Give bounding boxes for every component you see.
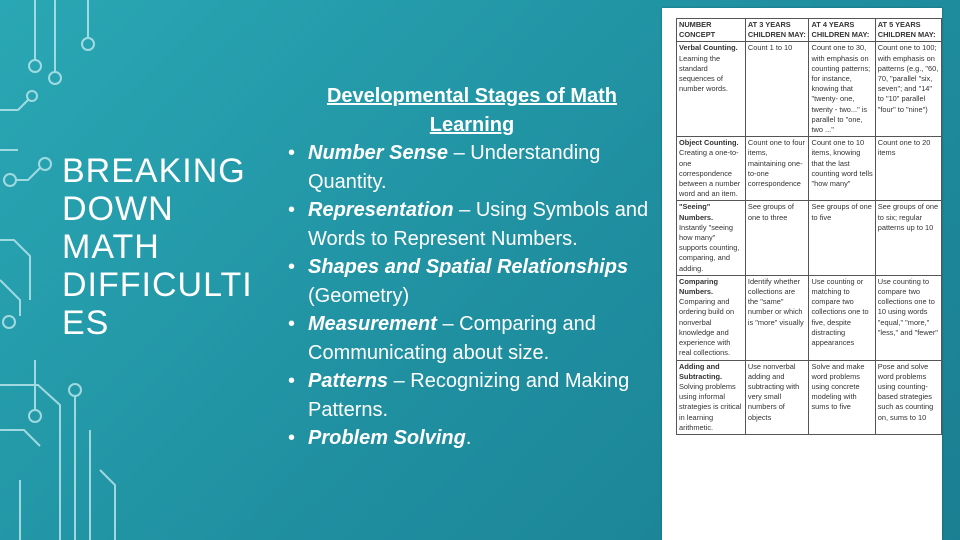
column-header: AT 3 YEARS CHILDREN MAY: [745,19,809,42]
concept-desc: Creating a one-to-one correspondence between a number word and an item. [679,148,741,199]
title-line: DOWN [62,190,174,228]
table-header-row [677,19,942,42]
bullet-key: Problem Solving [308,427,466,449]
table-row [677,42,942,137]
title-line: MATH [62,228,160,266]
age3-cell: Count one to four items, maintaining one-to-one correspondence [745,137,809,201]
bullet-item [282,253,662,310]
age5-cell: Use counting to compare two collections one to 10 using words "equal," "more," "less," and "fewer" [875,275,941,360]
number-concept-table-image [662,8,942,540]
bullet-item [282,367,662,424]
age5-cell: Pose and solve word problems using counting-based strategies such as counting on, sums to 10 [875,360,941,434]
concept-desc: Comparing and ordering build on nonverbal knowledge and experience with real collections. [679,297,735,358]
bullet-text: – Comparing and Communicating about size. [308,313,596,364]
age4-cell: See groups of one to five [809,201,875,275]
table-row [677,275,942,360]
age5-cell: See groups of one to six; regular patterns up to 10 [875,201,941,275]
table-row [677,360,942,434]
concept-name: Object Counting. [679,138,739,148]
column-header: AT 4 YEARS CHILDREN MAY: [809,19,875,42]
concept-desc: Learning the standard sequences of number words. [679,53,728,94]
bullet-item [282,310,662,367]
number-concept-table [676,18,942,435]
concept-cell [677,360,746,434]
table-row [677,201,942,275]
concept-cell [677,201,746,275]
age3-cell: Use nonverbal adding and subtracting with very small numbers of objects [745,360,809,434]
concept-name: Adding and Subtracting. [679,361,723,381]
title-line: ES [62,304,110,342]
bullet-item [282,196,662,253]
bullet-text: – Recognizing and Making Patterns. [308,370,630,421]
age5-cell: Count one to 100; with emphasis on patterns (e.g., "60, 70, "parallel "six, seven"; and "14" to "10" parallel "four" to "nine") [875,42,941,137]
table-row [677,137,942,201]
age3-cell: Identify whether collections are the "same" number or which is "more" visually [745,275,809,360]
age3-cell: See groups of one to three [745,201,809,275]
concept-name: Verbal Counting. [679,43,738,53]
bullet-text: (Geometry) [308,284,410,307]
concept-cell [677,275,746,360]
bullet-key: Representation [308,199,454,221]
concept-desc: Instantly "seeing how many" supports counting, comparing, and adding. [679,222,740,273]
concept-cell [677,137,746,201]
bullet-key: Patterns [308,370,389,392]
age4-cell: Count one to 30, with emphasis on counting patterns; for instance, knowing that "twenty- one, twenty - two..." is parallel to "one, two ..." [809,42,875,137]
column-header: NUMBER CONCEPT [677,19,746,42]
concept-name: Comparing Numbers. [679,276,719,297]
age4-cell: Count one to 10 items, knowing that the last counting word tells "how many" [809,137,875,201]
bullet-text: – Using Symbols and Words to Represent Numbers. [308,199,649,250]
bullet-item [282,139,662,196]
bullet-list [282,139,662,453]
title-line: DIFFICULTI [62,266,253,304]
column-header: AT 5 YEARS CHILDREN MAY: [875,19,941,42]
bullet-key: Measurement [308,313,437,335]
bullet-text: . [465,427,472,449]
slide-content [282,82,662,453]
age5-cell: Count one to 20 items [875,137,941,201]
age4-cell: Use counting or matching to compare two collections one to five, despite distracting appearances [809,275,875,360]
bullet-key: Shapes and Spatial Relationships [308,256,629,278]
title-line: BREAKING [62,152,246,190]
slide-title [62,152,282,342]
concept-desc: Solving problems using informal strategies is critical in learning arithmetic. [679,381,742,432]
content-heading: Developmental Stages of Math Learning [326,85,618,136]
age4-cell: Solve and make word problems using concrete modeling with sums to five [809,360,875,434]
bullet-item [282,424,662,453]
concept-name: "Seeing" Numbers. [679,202,714,222]
concept-cell [677,42,746,137]
bullet-key: Number Sense [308,142,449,164]
age3-cell: Count 1 to 10 [745,42,809,137]
bullet-text: – Understanding Quantity. [308,142,601,193]
